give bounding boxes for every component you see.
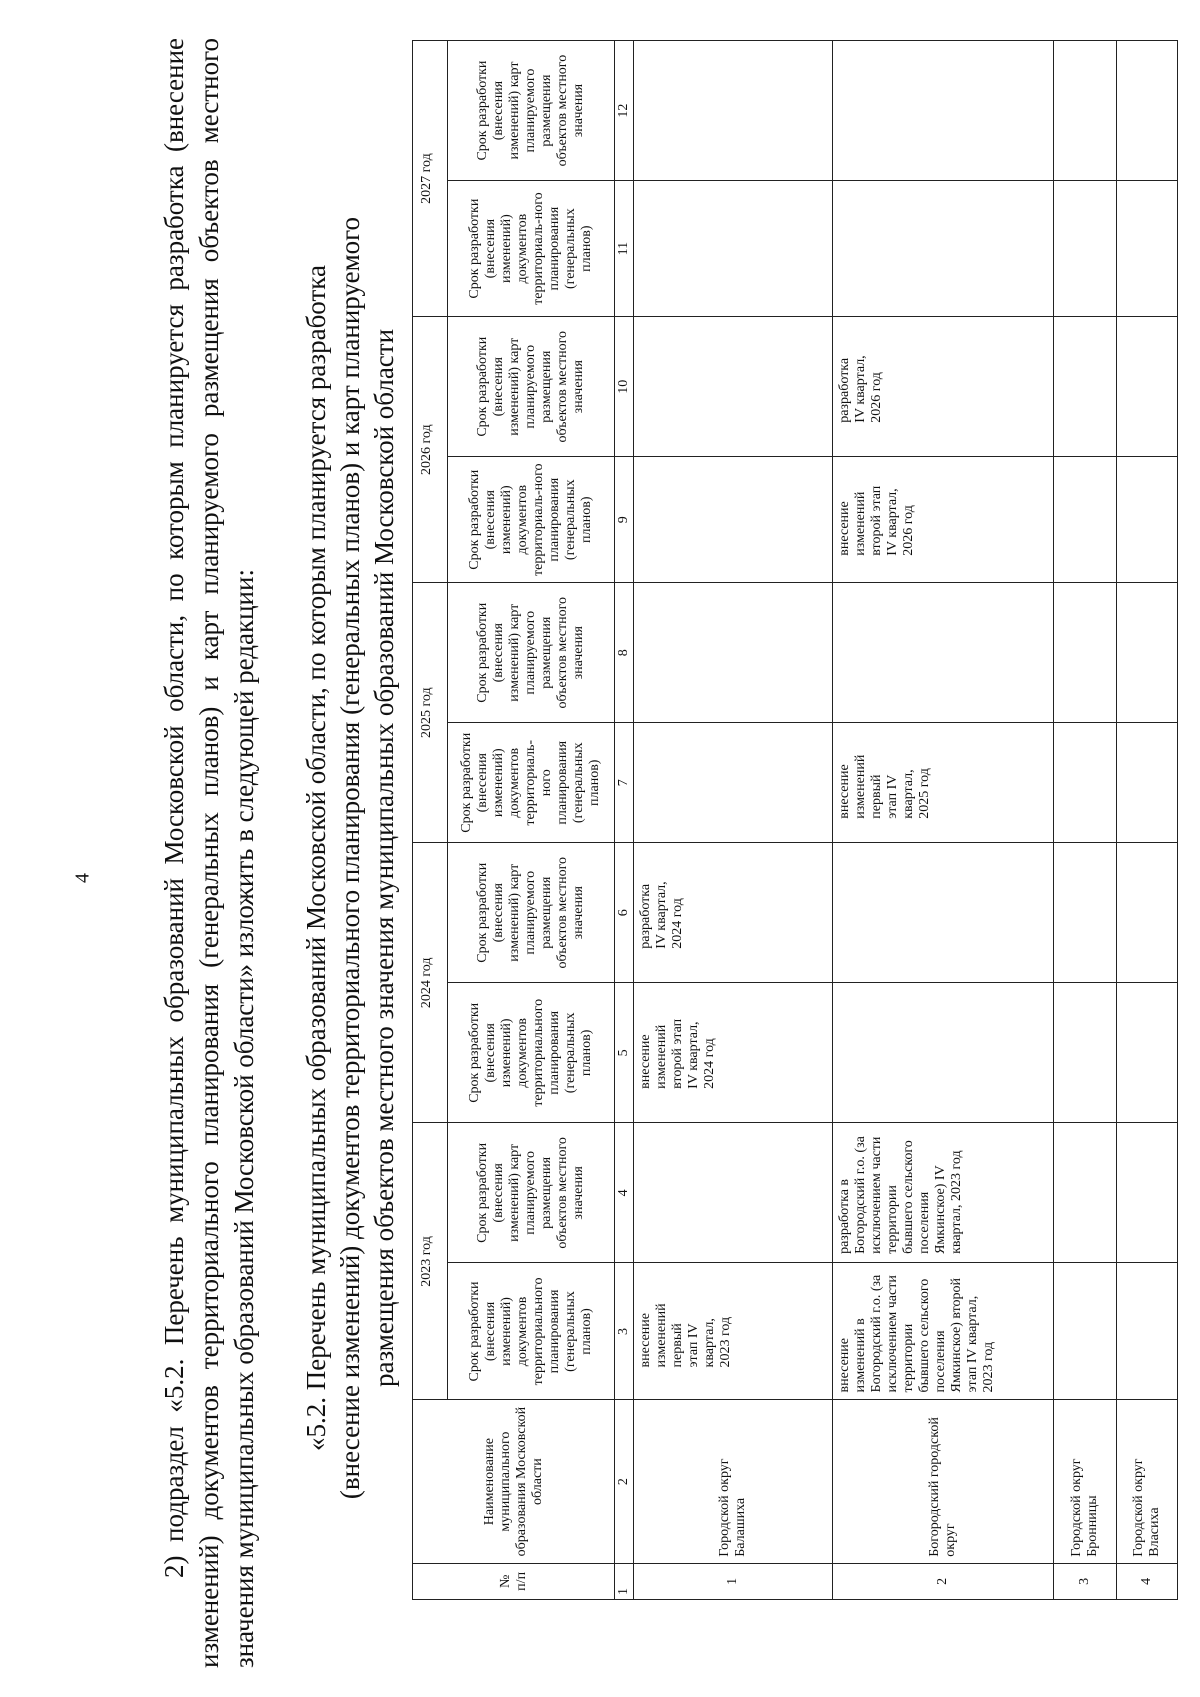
row-number: 3 — [1054, 1563, 1117, 1599]
table-cell — [1117, 1123, 1178, 1263]
table-cell — [833, 181, 1054, 317]
cell-text: внесение изменений второй этап IV квартал, 2024 год — [638, 1018, 717, 1089]
table-row — [1117, 41, 1178, 1600]
header-sub: Срок разработки (внесения изменений) документов территориального планирования (генеральных планов) — [448, 983, 615, 1123]
table-cell — [1054, 317, 1117, 457]
table-cell — [634, 181, 833, 317]
header-year: 2024 год — [413, 843, 448, 1123]
municipality-name: Городской округ Бронницы — [1054, 1400, 1117, 1563]
municipality-name: Богородский городской округ — [833, 1400, 1054, 1563]
table-cell — [1117, 983, 1178, 1123]
table-cell — [1117, 41, 1178, 181]
row-number: 1 — [634, 1563, 833, 1599]
table-cell — [1117, 843, 1178, 983]
municipalities-table — [412, 40, 1178, 1600]
cell-text: разработка в Богородский г.о. (за исключением части территории бывшего сельского поселения Ямкинское) IV квартал, 2023 год — [837, 1136, 964, 1254]
table-row — [833, 41, 1054, 1600]
header-sub: Срок разработки (внесения изменений) карт планируемого размещения объектов местного значения — [448, 843, 615, 983]
header-year: 2026 год — [413, 317, 448, 583]
header-num: № п/п — [413, 1563, 615, 1599]
column-number: 3 — [615, 1263, 634, 1400]
cell-text: разработка IV квартал, 2026 год — [837, 355, 884, 423]
column-number: 10 — [615, 317, 634, 457]
table-cell — [634, 457, 833, 583]
header-name: Наименование муниципального образования Московской области — [413, 1400, 615, 1563]
table-row — [1054, 41, 1117, 1600]
table-cell — [1117, 457, 1178, 583]
table-cell — [1117, 583, 1178, 723]
table-cell — [1054, 1263, 1117, 1400]
municipality-name: Городской округ Балашиха — [634, 1400, 833, 1563]
section-heading: «5.2. Перечень муниципальных образований Московской области, по которым планируется разработка (внесение изменений) документов территориального планирования (генеральных планов) и карт планируемого размещения объектов местного значения муниципальных образований Московской области — [301, 216, 399, 1500]
table-cell — [634, 317, 833, 457]
header-sub: Срок разработки (внесения изменений) документов территориаль-ного планирования (генеральных планов) — [448, 723, 615, 843]
municipality-name: Городской округ Власиха — [1117, 1400, 1178, 1563]
table-cell — [1054, 1123, 1117, 1263]
table-cell — [634, 1263, 833, 1400]
header-sub: Срок разработки (внесения изменений) документов территориаль-ного планирования (генеральных планов) — [448, 457, 615, 583]
table-cell — [634, 41, 833, 181]
cell-text: внесение изменений второй этап IV квартал, 2026 год — [837, 485, 916, 556]
table-cell — [833, 583, 1054, 723]
intro-paragraph: 2) подраздел «5.2. Перечень муниципальных образований Московской области, по которым планируется разработка (внесение изменений) документов территориального планирования (генеральных планов) и карт планируемого размещения объектов местного значения муниципальных образований Московской области» изложить в следующей редакции: — [159, 38, 259, 1668]
table-cell — [1054, 181, 1117, 317]
table-cell — [1054, 983, 1117, 1123]
column-number: 9 — [615, 457, 634, 583]
table-cell — [634, 583, 833, 723]
table-cell — [1054, 843, 1117, 983]
table-cell — [1117, 317, 1178, 457]
header-year: 2023 год — [413, 1123, 448, 1400]
table-cell — [1117, 181, 1178, 317]
table-cell — [833, 1123, 1054, 1263]
table-cell — [1117, 1263, 1178, 1400]
cell-text: разработка IV квартал, 2024 год — [638, 881, 685, 949]
table-cell — [1054, 41, 1117, 181]
header-year: 2027 год — [413, 41, 448, 317]
cell-text: внесение изменений первый этап IV квартал, 2023 год — [638, 1303, 733, 1368]
header-sub: Срок разработки (внесения изменений) карт планируемого размещения объектов местного значения — [448, 1123, 615, 1263]
table-cell — [833, 843, 1054, 983]
table-cell — [1054, 457, 1117, 583]
cell-text: внесение изменений в Богородский г.о. (за исключением части территории бывшего сельского поселения Ямкинское) второй этап IV квартал, 2023 год — [837, 1274, 996, 1393]
table-cell — [833, 457, 1054, 583]
table-cell — [634, 843, 833, 983]
column-number: 12 — [615, 41, 634, 181]
column-number: 11 — [615, 181, 634, 317]
column-number: 1 — [615, 1563, 634, 1599]
header-sub: Срок разработки (внесения изменений) карт планируемого размещения объектов местного значения — [448, 317, 615, 457]
table-cell — [833, 41, 1054, 181]
table-cell — [1117, 723, 1178, 843]
column-number: 6 — [615, 843, 634, 983]
column-numbers-row — [615, 41, 634, 1600]
header-year: 2025 год — [413, 583, 448, 843]
rotated-page-content — [130, 38, 1160, 1668]
table-cell — [833, 723, 1054, 843]
table-cell — [1054, 723, 1117, 843]
row-number: 2 — [833, 1563, 1054, 1599]
table-cell — [1054, 583, 1117, 723]
table-cell — [634, 983, 833, 1123]
column-number: 5 — [615, 983, 634, 1123]
header-sub: Срок разработки (внесения изменений) документов территориаль-ного планирования (генеральных планов) — [448, 181, 615, 317]
row-number: 4 — [1117, 1563, 1178, 1599]
page-number: 4 — [71, 873, 94, 883]
table-cell — [634, 1123, 833, 1263]
cell-text: внесение изменений первый этап IV квартал, 2025 год — [837, 754, 932, 819]
header-sub: Срок разработки (внесения изменений) документов территориального планирования (генеральных планов) — [448, 1263, 615, 1400]
table-cell — [833, 983, 1054, 1123]
column-number: 4 — [615, 1123, 634, 1263]
table-row — [634, 41, 833, 1600]
column-number: 2 — [615, 1400, 634, 1563]
header-sub: Срок разработки (внесения изменений) карт планируемого размещения объектов местного значения — [448, 41, 615, 181]
column-number: 7 — [615, 723, 634, 843]
table-cell — [833, 1263, 1054, 1400]
table-cell — [634, 723, 833, 843]
column-number: 8 — [615, 583, 634, 723]
table-cell — [833, 317, 1054, 457]
header-sub: Срок разработки (внесения изменений) карт планируемого размещения объектов местного значения — [448, 583, 615, 723]
